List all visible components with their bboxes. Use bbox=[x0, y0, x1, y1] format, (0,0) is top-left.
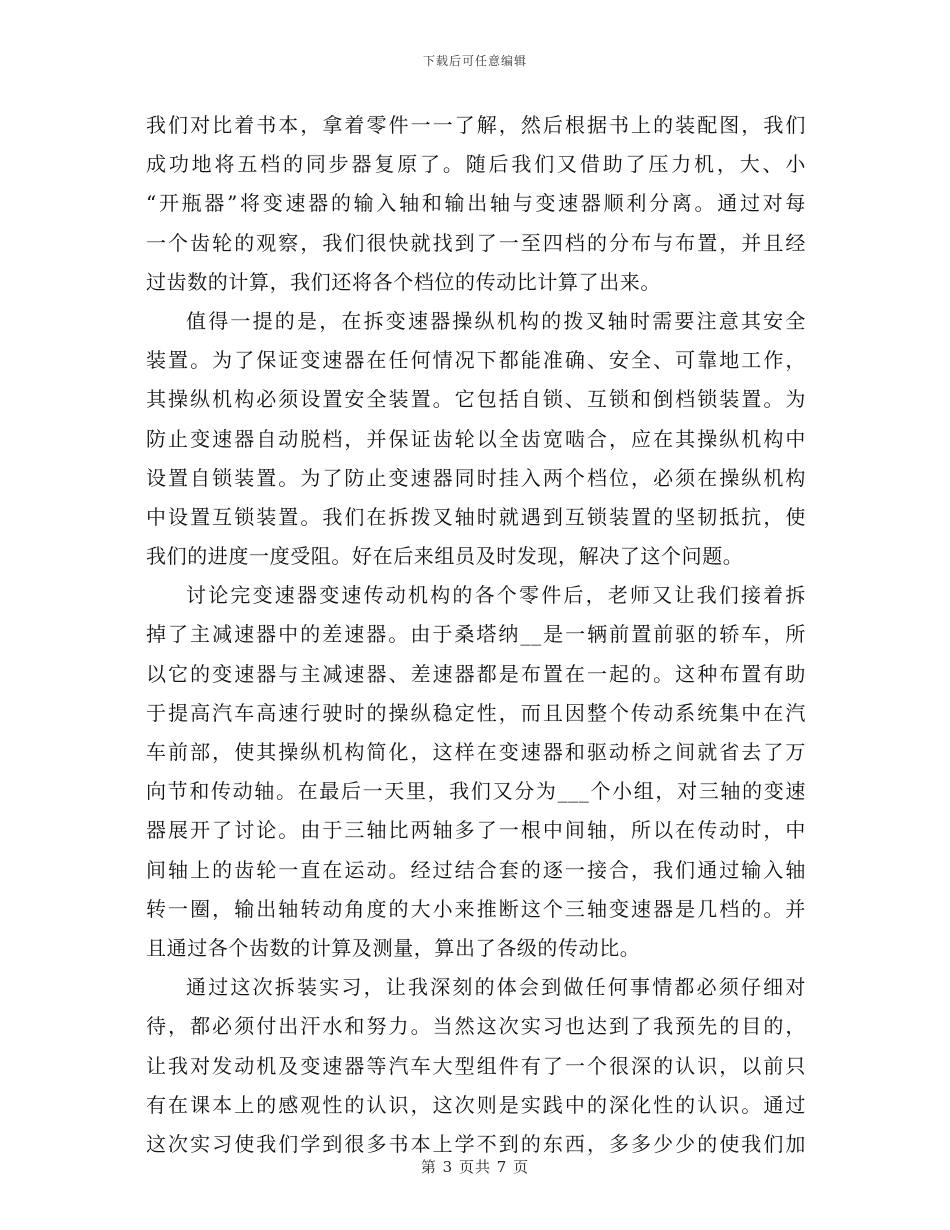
page-header: 下载后可任意编辑 bbox=[422, 54, 527, 68]
text-line: 讨论完变速器变速传动机构的各个零件后，老师又让我们接着拆 bbox=[186, 583, 806, 608]
text-line: 通过这次拆装实习，让我深刻的体会到做任何事情都必须仔细对 bbox=[186, 975, 806, 1000]
paragraph bbox=[146, 302, 806, 576]
text-line: 且通过各个齿数的计算及测量，算出了各级的传动比。 bbox=[146, 935, 641, 960]
text-line: 我们的进度一度受阻。好在后来组员及时发现，解决了这个问题。 bbox=[146, 544, 744, 569]
text-line: 向节和传动轴。在最后一天里，我们又分为___个小组，对三轴的变速 bbox=[146, 779, 806, 804]
text-line: 成功地将五档的同步器复原了。随后我们又借助了压力机，大、小 bbox=[146, 152, 806, 177]
text-line: 掉了主减速器中的差速器。由于桑塔纳__是一辆前置前驱的轿车，所 bbox=[146, 622, 806, 647]
text-line: 于提高汽车高速行驶时的操纵稳定性，而且因整个传动系统集中在汽 bbox=[146, 700, 806, 725]
text-line: 间轴上的齿轮一直在运动。经过结合套的逐一接合，我们通过输入轴 bbox=[146, 857, 806, 882]
text-line: 这次实习使我们学到很多书本上学不到的东西，多多少少的使我们加 bbox=[146, 1131, 806, 1156]
text-line: 转一圈，输出轴转动角度的大小来推断这个三轴变速器是几档的。并 bbox=[146, 896, 806, 921]
document-body bbox=[146, 106, 806, 1164]
text-line: “开瓶器”将变速器的输入轴和输出轴与变速器顺利分离。通过对每 bbox=[146, 191, 806, 216]
text-line: 以它的变速器与主减速器、差速器都是布置在一起的。这种布置有助 bbox=[146, 661, 806, 686]
text-line: 器展开了讨论。由于三轴比两轴多了一根中间轴，所以在传动时，中 bbox=[146, 818, 806, 843]
text-line: 装置。为了保证变速器在任何情况下都能准确、安全、可靠地工作， bbox=[146, 348, 806, 373]
text-line: 让我对发动机及变速器等汽车大型组件有了一个很深的认识，以前只 bbox=[146, 1053, 806, 1078]
paragraph bbox=[146, 576, 806, 968]
paragraph bbox=[146, 968, 806, 1164]
paragraph bbox=[146, 106, 806, 302]
text-line: 中设置互锁装置。我们在拆拨叉轴时就遇到互锁装置的坚韧抵抗，使 bbox=[146, 504, 806, 529]
text-line: 我们对比着书本，拿着零件一一了解，然后根据书上的装配图，我们 bbox=[146, 113, 806, 137]
text-line: 其操纵机构必须设置安全装置。它包括自锁、互锁和倒档锁装置。为 bbox=[146, 387, 806, 412]
text-line: 过齿数的计算，我们还将各个档位的传动比计算了出来。 bbox=[146, 269, 661, 294]
text-line: 防止变速器自动脱档，并保证齿轮以全齿宽啮合，应在其操纵机构中 bbox=[146, 426, 806, 451]
text-line: 待，都必须付出汗水和努力。当然这次实习也达到了我预先的目的， bbox=[146, 1014, 806, 1039]
text-line: 值得一提的是，在拆变速器操纵机构的拨叉轴时需要注意其安全 bbox=[186, 308, 806, 333]
text-line: 一个齿轮的观察，我们很快就找到了一至四档的分布与布置，并且经 bbox=[146, 230, 806, 255]
text-line: 车前部，使其操纵机构简化，这样在变速器和驱动桥之间就省去了万 bbox=[146, 740, 806, 764]
page-footer: 第 3 页共 7 页 bbox=[420, 1158, 530, 1176]
text-line: 有在课本上的感观性的认识，这次则是实践中的深化性的认识。通过 bbox=[146, 1092, 806, 1117]
text-line: 设置自锁装置。为了防止变速器同时挂入两个档位，必须在操纵机构 bbox=[146, 465, 806, 490]
